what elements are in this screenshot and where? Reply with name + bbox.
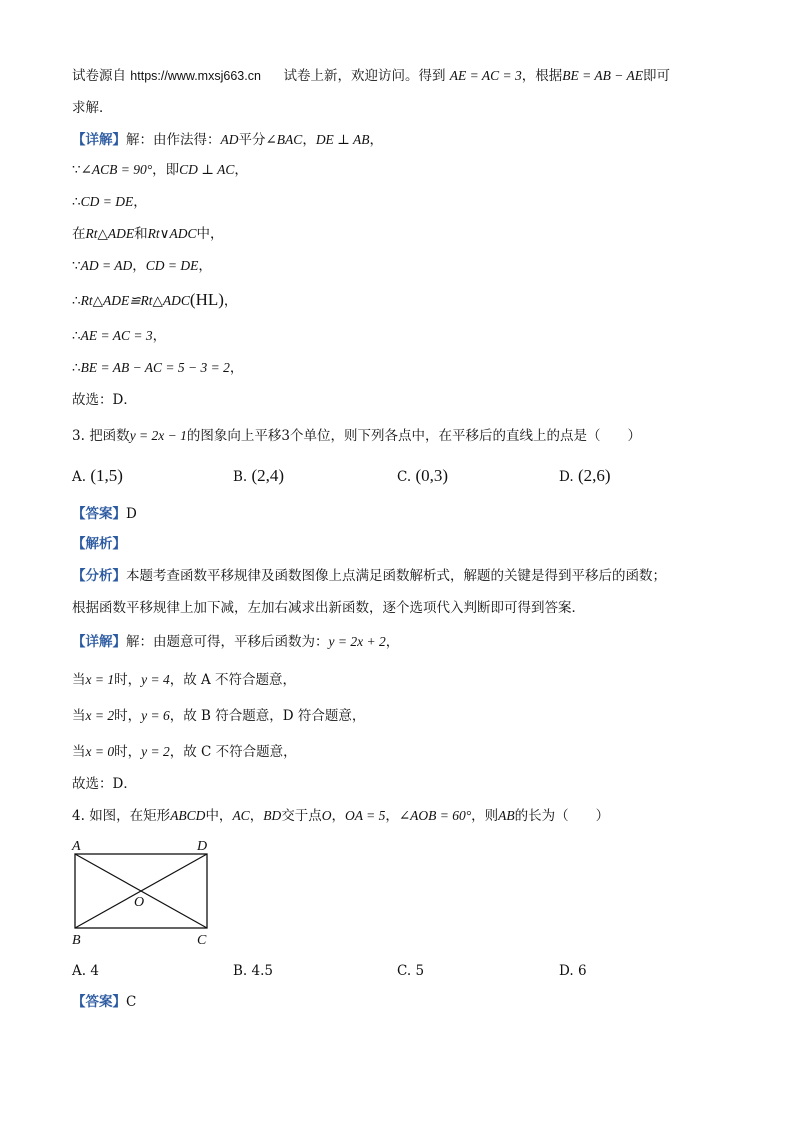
detail-text: 解：由题意可得，平移后函数为：: [126, 634, 329, 650]
q2-line-8: [72, 358, 243, 378]
math-ad: AD: [220, 132, 239, 147]
q2-line-2: [72, 160, 248, 180]
math-ae-ac: AE = AC = 3: [80, 328, 153, 343]
math-cd-de: CD = DE: [145, 258, 199, 273]
option-value: (1,5): [90, 466, 123, 485]
math-angle-aob: ∠AOB = 60°: [398, 808, 472, 823]
option-value: 6: [577, 963, 587, 979]
text-conclusion: ，故 B 符合题意，D 符合题意，: [169, 708, 366, 724]
answer-value: D: [126, 506, 137, 522]
math-x: x = 2: [85, 708, 115, 723]
text-when: 当: [72, 672, 86, 688]
q3-option-c[interactable]: [397, 465, 448, 488]
answer-value: C: [126, 994, 137, 1010]
math-x: x = 0: [85, 744, 115, 759]
text-time: 时，: [114, 744, 142, 760]
option-label: C.: [397, 963, 412, 979]
q2-detail-text: 解：由作法得：: [126, 132, 221, 148]
text-comma: ，: [223, 293, 238, 309]
eq-ae-ac: AE = AC = 3: [449, 68, 522, 83]
q4-option-b[interactable]: [233, 960, 273, 982]
option-label: B.: [233, 963, 248, 979]
q2-line-3: [72, 192, 147, 212]
option-label: D.: [559, 963, 574, 979]
q3-text-3: 个单位，则下列各点中，在平移后的直线上的点是（ ）: [290, 428, 641, 444]
q2-line-6: [72, 290, 237, 311]
math-hl: (HL): [189, 290, 224, 309]
option-label: A.: [72, 963, 87, 979]
math-rt-ade: Rt△ADE: [85, 226, 135, 241]
q4-text-4: 交于点: [281, 808, 322, 824]
text-comma: ，: [385, 634, 400, 650]
vertex-a-label: A: [72, 839, 81, 854]
q3-analysis-line-2: 根据函数平移规律上加下减，左加右减求出新函数，逐个选项代入判断即可得到答案．: [72, 600, 585, 616]
q3-option-a[interactable]: [72, 465, 123, 488]
q3-number: 3.: [72, 428, 85, 444]
math-cd-de: CD = DE: [80, 194, 134, 209]
vertex-b-label: B: [72, 933, 81, 948]
q3-detail-line: [72, 632, 399, 652]
q2-choice: 故选：D．: [72, 392, 137, 408]
option-label: C.: [397, 469, 412, 485]
because-symbol: ∵: [72, 162, 81, 178]
text-ie: ，即: [152, 162, 180, 178]
math-o: O: [321, 808, 332, 823]
q3-text-1: 把函数: [89, 428, 130, 444]
text-in-end: 中，: [196, 226, 224, 242]
text-in: 在: [72, 226, 86, 242]
fenxi-tag: 【分析】: [72, 568, 126, 584]
q4-option-d[interactable]: [559, 960, 587, 982]
fenxi-text-1: 本题考查函数平移规律及函数图像上点满足函数解析式，解题的关键是得到平移后的函数；: [126, 568, 666, 584]
q3-analysis-tag: [72, 534, 126, 554]
math-x: x = 1: [85, 672, 115, 687]
option-value: (2,4): [251, 466, 285, 485]
therefore-symbol: ∴: [72, 293, 81, 309]
text-comma: ，: [198, 258, 212, 274]
text-time: 时，: [114, 672, 142, 688]
q3-stem: [72, 426, 641, 446]
source-url-link[interactable]: https://www.mxsj663.cn: [130, 69, 261, 83]
q4-text-5: ，: [331, 808, 345, 824]
math-rt-adc: Rt∨ADC: [147, 226, 197, 241]
math-rt-ade: Rt△ADE: [80, 293, 130, 308]
q4-answer: [72, 992, 136, 1012]
q3-text-2: 的图象向上平移: [186, 428, 282, 444]
math-y: y = 2: [141, 744, 170, 759]
math-bd: BD: [263, 808, 282, 823]
source-mid: ，根据: [521, 68, 563, 84]
q4-text-1: 如图，在矩形: [89, 808, 171, 824]
math-new-func: y = 2x + 2: [328, 634, 386, 649]
source-tail: 即可: [643, 68, 670, 84]
q2-line-5: [72, 256, 212, 276]
q4-option-a[interactable]: [72, 960, 99, 982]
q4-text-3: ，: [249, 808, 264, 824]
text-when: 当: [72, 744, 86, 760]
congruent-symbol: ≌: [129, 293, 141, 308]
text-comma: ，: [302, 132, 316, 148]
text-comma: ，: [234, 162, 248, 178]
source-suffix: 试卷上新，欢迎访问。得到: [283, 68, 446, 84]
q2-detail-line: [72, 130, 383, 150]
option-value: 5: [415, 963, 425, 979]
answer-tag: 【答案】: [72, 994, 126, 1010]
text-comma: ，: [132, 258, 146, 274]
source-prefix: 试卷源自: [72, 68, 126, 84]
q4-number: 4.: [72, 808, 85, 824]
option-label: A.: [72, 469, 87, 485]
q4-stem: [72, 806, 609, 826]
math-de-perp-ab: DE ⊥ AB: [315, 132, 370, 147]
text-comma: ，: [152, 328, 167, 344]
q3-answer: [72, 504, 137, 524]
math-oa: OA = 5: [344, 808, 386, 823]
q3-shift-number: 3: [281, 428, 290, 444]
source-line: [72, 66, 670, 86]
text-comma: ，: [369, 132, 384, 148]
math-y: y = 4: [141, 672, 170, 687]
therefore-symbol: ∴: [72, 194, 81, 210]
answer-tag: 【答案】: [72, 506, 126, 522]
math-cd-perp-ac: CD ⊥ AC: [179, 162, 235, 177]
therefore-symbol: ∴: [72, 328, 81, 344]
option-value: 4.5: [251, 963, 273, 979]
q3-analysis-line-1: [72, 566, 666, 586]
option-label: B.: [233, 469, 248, 485]
math-ab: AB: [498, 808, 515, 823]
math-rt-adc: Rt△ADC: [140, 293, 190, 308]
q3-case-1: [72, 670, 296, 690]
option-label: D.: [559, 469, 574, 485]
text-time: 时，: [114, 708, 142, 724]
math-abcd: ABCD: [170, 808, 206, 823]
q2-detail-tag: 【详解】: [72, 132, 126, 148]
q4-option-c[interactable]: [397, 960, 424, 982]
detail-tag: 【详解】: [72, 634, 126, 650]
rectangle-figure: [66, 834, 226, 950]
q4-text-7: ，则: [471, 808, 499, 824]
source-line-2: 求解．: [72, 100, 113, 116]
text-comma: ，: [133, 194, 147, 210]
math-be-result: BE = AB − AC = 5 − 3 = 2: [80, 360, 230, 375]
q3-choice: 故选：D．: [72, 776, 137, 792]
math-y: y = 6: [141, 708, 170, 723]
vertex-c-label: C: [197, 933, 207, 948]
option-value: (2,6): [577, 466, 611, 485]
text-comma: ，: [229, 360, 244, 376]
math-angle-bac: ∠BAC: [265, 132, 303, 147]
q3-option-b[interactable]: [233, 465, 284, 488]
text-conclusion: ，故 A 不符合题意，: [169, 672, 297, 688]
because-symbol: ∵: [72, 258, 81, 274]
q2-line-7: [72, 326, 166, 346]
q3-option-d[interactable]: [559, 465, 611, 488]
q4-text-2: 中，: [205, 808, 233, 824]
analysis-tag: 【解析】: [72, 536, 126, 552]
q3-case-2: [72, 706, 365, 726]
option-value: (0,3): [415, 466, 449, 485]
q3-case-3: [72, 742, 297, 762]
center-o-label: O: [134, 895, 145, 910]
text-and: 和: [134, 226, 148, 242]
vertex-d-label: D: [197, 839, 208, 854]
math-ad-ad: AD = AD: [80, 258, 133, 273]
q4-text-8: 的长为（ ）: [514, 808, 610, 824]
math-func: y = 2x − 1: [129, 428, 187, 443]
text-conclusion: ，故 C 不符合题意，: [169, 744, 297, 760]
eq-be: BE = AB − AE: [562, 68, 643, 83]
math-ac: AC: [232, 808, 250, 823]
option-value: 4: [90, 963, 99, 979]
therefore-symbol: ∴: [72, 360, 81, 376]
text-bisect: 平分: [238, 132, 266, 148]
q4-text-6: ，: [385, 808, 399, 824]
math-angle-acb: ∠ACB = 90°: [80, 162, 153, 177]
text-when: 当: [72, 708, 86, 724]
q2-line-4: [72, 224, 224, 244]
